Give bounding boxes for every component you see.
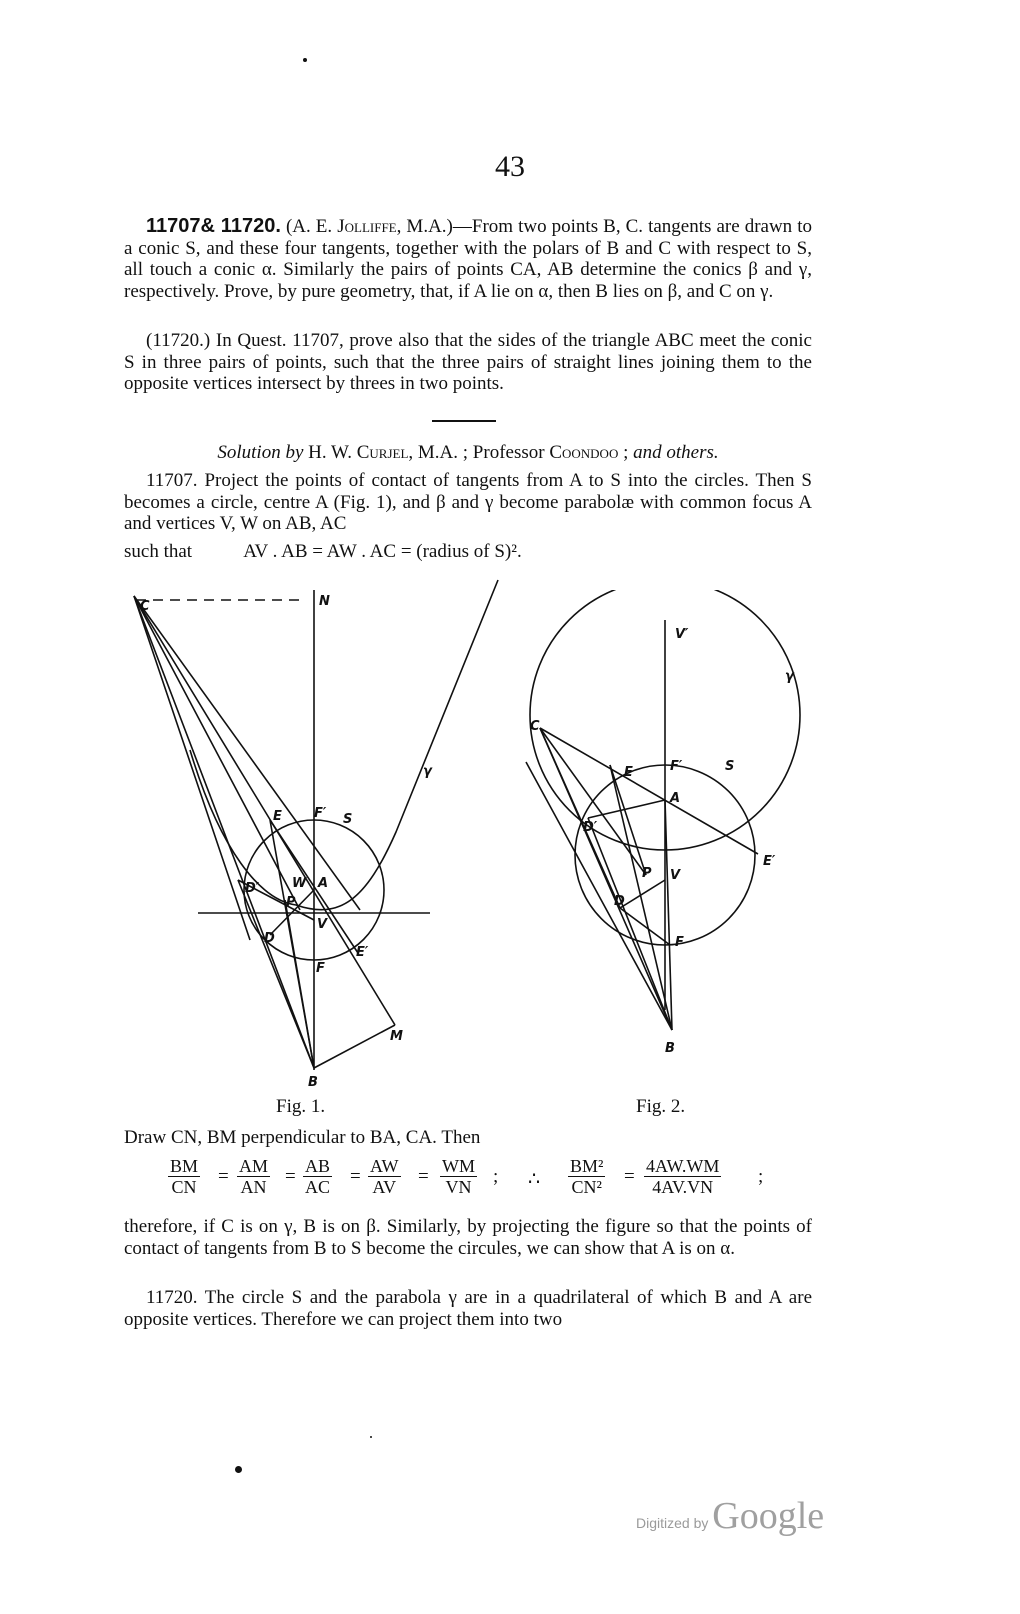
figure-1 [110,570,530,1110]
fig2-label-d: D [614,894,625,909]
fig1-tangent-1 [134,596,314,1068]
fig1-line-c-a [134,596,360,910]
fig2-tangent-b [526,762,672,1030]
fraction-bm-cn: BM CN [170,1156,199,1197]
fig2-line-b-a [665,800,672,1030]
fig1-label-c: C [140,599,150,614]
eq-sign: = [418,1166,429,1187]
fig2-line-c-d [540,728,620,908]
fig1-label-a: A [318,876,329,891]
print-speck [370,1436,372,1438]
fig1-line-b-p [285,900,314,1068]
fig2-caption: Fig. 2. [636,1096,686,1117]
eq-sign: = [624,1166,635,1187]
fig1-parabola-gamma [296,580,498,910]
fig2-label-v-prime: V′ [675,627,689,642]
fig2-label-c: C [530,719,540,734]
fraction-bm2-cn2: BM² CN² [570,1156,604,1197]
figure-2 [510,590,830,1070]
fig2-label-a: A [670,791,681,806]
eq-sign: = [218,1166,229,1187]
fig1-line-c-p [134,596,300,910]
fig1-label-d-prime: D′ [245,881,260,896]
fig1-label-m: M [390,1029,403,1044]
eq-sign: = [350,1166,361,1187]
author-close: , M.A.) [396,216,453,237]
fig2-label-v: V [670,868,681,883]
fig2-label-f: F [675,935,684,950]
question-11720: (11720.) In Quest. 11707, prove also that the sides of the triangle ABC meet the conic S in three pairs of points, such that the three pairs of straight lines joining them to the opposite vertices intersect by threes in two points. [124,330,812,394]
semicolon: ; [758,1166,764,1187]
author-open: (A. E. [285,216,338,237]
fig1-label-f: F [316,961,325,976]
fig2-label-p: P [642,866,652,881]
watermark-digitized-by: Digitized by [636,1515,713,1531]
google-logo: Google [712,1495,825,1537]
fig1-label-n: N [319,594,330,609]
fig1-label-v: V [317,917,328,932]
fraction-aw-av: AW AV [370,1156,399,1197]
fig1-line-bm [314,1025,395,1068]
semicolon: ; [493,1166,499,1187]
fig1-label-p: P [286,895,296,910]
eq-sign: = [285,1166,296,1187]
paragraph-therefore: therefore, if C is on γ, B is on β. Similarly, by projecting the figure so that the points of contact of tangents from B to S become the circules, we can show that A is on α. [124,1216,812,1259]
fig1-label-e: E [273,809,282,824]
fig2-label-s: S [725,759,735,774]
fig2-label-d-prime: D′ [583,820,598,835]
author-name: Jolliffe [337,216,397,237]
solution-author1-name: Curjel [356,442,409,463]
solution-attribution [124,442,812,464]
fig1-label-e-prime: E′ [356,945,369,960]
page-number: 43 [495,150,525,183]
fraction-4awwm-4avvn: 4AW.WM 4AV.VN [646,1156,720,1197]
digitized-by-google-watermark [636,1494,824,1538]
fig2-label-gamma: γ [785,669,794,684]
solution-author1-suffix: , M.A. ; Professor [408,442,550,463]
question-11707 [124,216,812,302]
draw-line: Draw CN, BM perpendicular to BA, CA. Then [124,1127,481,1148]
solution-prefix: Solution by [217,442,304,463]
fraction-am-an: AM AN [239,1156,269,1197]
print-speck [303,58,307,62]
fig1-label-gamma: γ [423,764,432,779]
paragraph-11707: 11707. Project the points of contact of tangents from A to S into the circles. Then S becomes a circle, centre A (Fig. 1), and β and γ become parabolæ with common focus A and vertices V, W on AB, AC [124,470,812,534]
solution-author1: H. W. [303,442,357,463]
separator-rule [432,420,496,422]
fig2-label-f-prime: F′ [670,759,683,774]
fig1-label-w: W [292,876,307,891]
therefore-sign: ∴ [528,1169,541,1190]
solution-tail: and others. [633,442,719,463]
fig2-label-e-prime: E′ [763,854,776,869]
fig2-line-c-e-prime [540,728,758,854]
fig2-label-b: B [665,1041,675,1056]
fig1-label-f-prime: F′ [314,806,327,821]
question-text: —From two points B, C. tangents are drawn to a conic S, and these four tangents, together with the polars of B and C with respect to S, all touch a conic α. Similarly the pairs of points CA, AB determine the conics β and γ, respectively. Prove, by pure geometry, that, if A lie on α, then B lies on β, and C on γ. [124,216,813,302]
question-number: 11707& 11720. [146,215,281,237]
fig1-tangent-2 [134,596,250,940]
fig2-line-e-p [610,765,646,875]
fig1-caption: Fig. 1. [276,1096,326,1117]
fig2-label-e: E [624,765,633,780]
fraction-ab-ac: AB AC [305,1156,331,1197]
fig1-label-b: B [308,1075,318,1090]
fig1-label-d: D [264,931,275,946]
fig1-label-s: S [343,812,353,827]
solution-author2-name: Coondoo [549,442,619,463]
fraction-wm-vn: WM VN [442,1156,475,1197]
print-speck [235,1466,242,1473]
solution-author2-suffix: ; [618,442,634,463]
fig1-line-c-m [134,596,395,1025]
equation [0,1156,1020,1206]
fig1-line-b-d-prime [238,880,314,1068]
formula-line: such that AV . AB = AW . AC = (radius of S)². [124,541,522,562]
paragraph-11720: 11720. The circle S and the parabola γ are in a quadrilateral of which B and A are opposite vertices. Therefore we can project them into two [124,1287,812,1330]
